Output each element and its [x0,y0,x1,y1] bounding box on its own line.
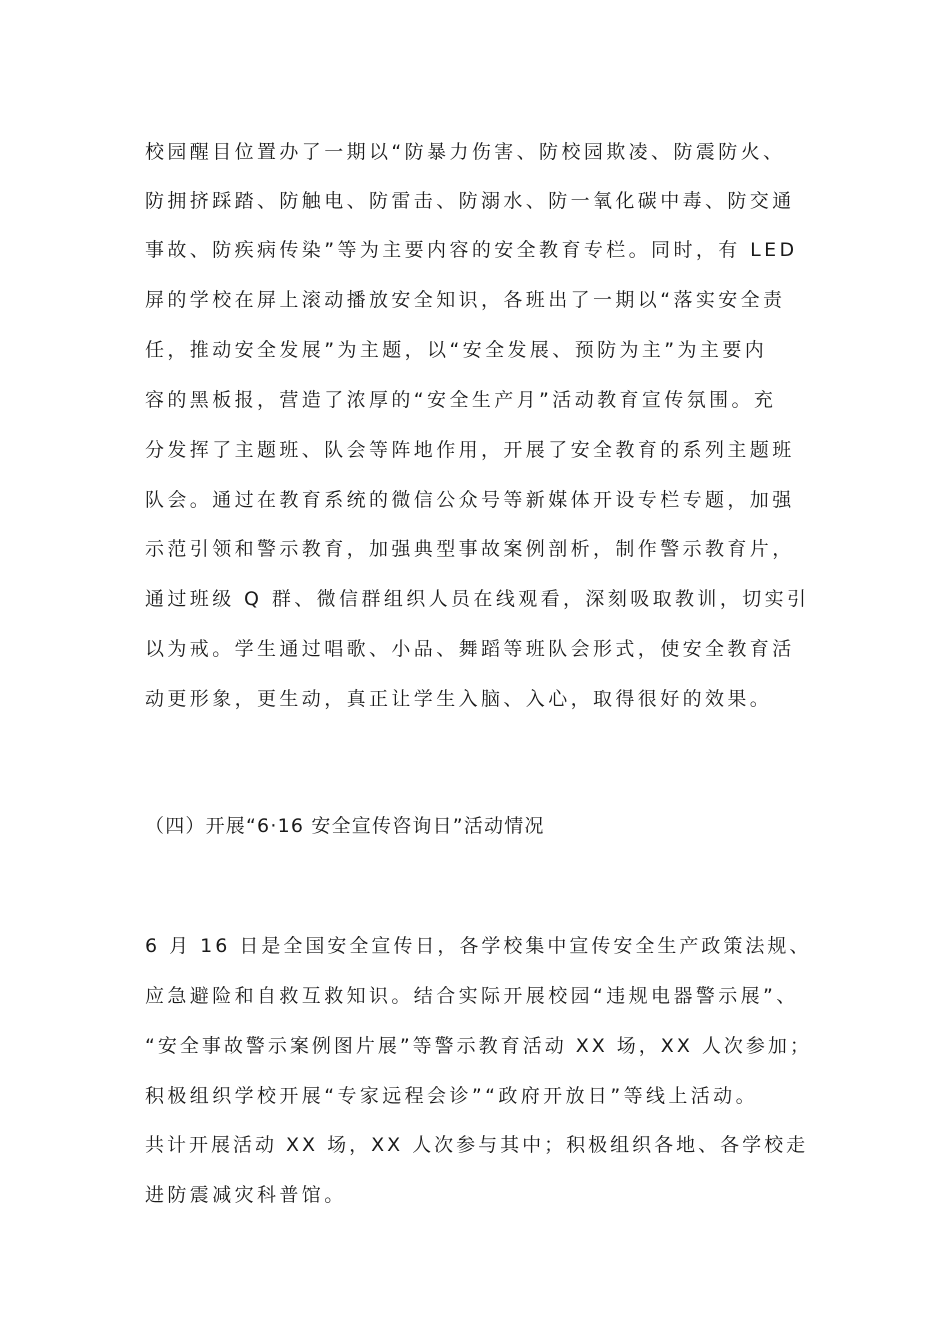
paragraph-line: 以为戒。学生通过唱歌、小品、舞蹈等班队会形式，使安全教育活 [145,638,795,660]
paragraph-line: 进防震减灾科普馆。 [145,1184,347,1206]
paragraph-line: 动更形象，更生动，真正让学生入脑、入心，取得很好的效果。 [145,688,773,710]
paragraph-line: 通过班级 Q 群、微信群组织人员在线观看，深刻吸取教训，切实引 [145,588,810,610]
paragraph-line: 队会。通过在教育系统的微信公众号等新媒体开设专栏专题，加强 [145,489,795,511]
paragraph-line: 任，推动安全发展”为主题，以“安全发展、预防为主”为主要内 [145,339,768,361]
paragraph-line: 屏的学校在屏上滚动播放安全知识，各班出了一期以“落实安全责 [145,289,786,311]
paragraph-line: 示范引领和警示教育，加强典型事故案例剖析，制作警示教育片， [145,538,795,560]
paragraph-line: 积极组织学校开展“专家远程会诊”“政府开放日”等线上活动。 [145,1085,758,1107]
paragraph-line: 共计开展活动 XX 场，XX 人次参与其中；积极组织各地、各学校走 [145,1134,809,1156]
paragraph-line: 事故、防疾病传染”等为主要内容的安全教育专栏。同时，有 LED [145,239,798,261]
paragraph-line: 应急避险和自救互救知识。结合实际开展校园“违规电器警示展”、 [145,985,799,1007]
paragraph-line: 分发挥了主题班、队会等阵地作用，开展了安全教育的系列主题班 [145,439,795,461]
section-heading: （四）开展“6·16 安全宣传咨询日”活动情况 [145,815,545,837]
paragraph-line: 校园醒目位置办了一期以“防暴力伤害、防校园欺凌、防震防火、 [145,141,786,163]
paragraph-line: 6 月 16 日是全国安全宣传日，各学校集中宣传安全生产政策法规、 [145,935,812,957]
paragraph-line: 容的黑板报，营造了浓厚的“安全生产月”活动教育宣传氛围。充 [145,389,777,411]
paragraph-line: “安全事故警示案例图片展”等警示教育活动 XX 场，XX 人次参加； [145,1035,812,1057]
paragraph-line: 防拥挤踩踏、防触电、防雷击、防溺水、防一氧化碳中毒、防交通 [145,190,795,212]
